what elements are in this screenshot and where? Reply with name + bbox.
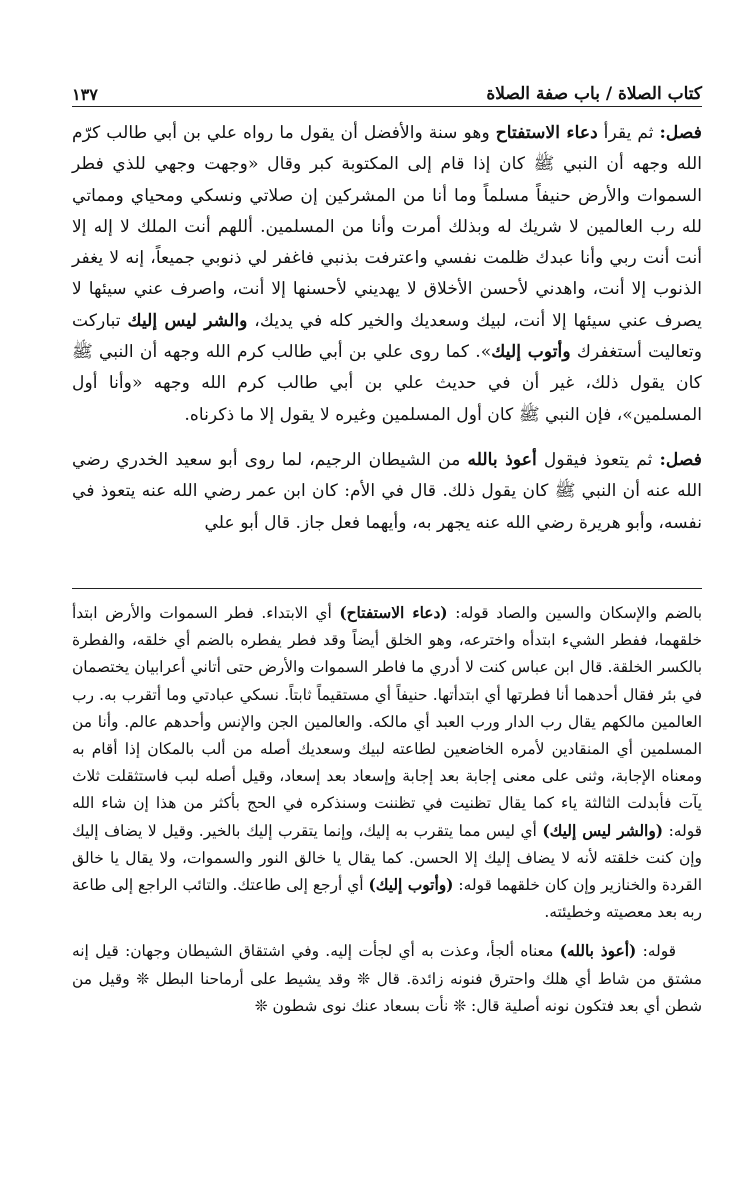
text-run: ثم يتعوذ فيقول <box>536 449 660 470</box>
text-run: ». كما روى علي بن أبي طالب كرم الله وجهه أن النبي ﷺ كان يقول ذلك، غير أن في حديث علي بن أبي طالب كرم الله وجهه «وأنا أول المسلمين»، فإن النبي ﷺ كان أول المسلمين وغيره لا يقول إلا ما ذكرناه. <box>72 342 702 425</box>
text-run: تباركت وتعاليت أستغفرك <box>72 310 702 363</box>
bold-term: وأتوب إليك <box>491 342 571 363</box>
text-run: من الشيطان الرجيم، لما روى أبو سعيد الخدري رضي الله عنه أن النبي ﷺ كان يقول ذلك. قال في الأم: كان ابن عمر رضي الله عنه يتعوذ في نفسه، وأبو هريرة رضي الله عنه يجهر به، وأيهما فعل جاز. قال أبو علي <box>72 449 702 533</box>
text-run: قوله: <box>636 942 677 961</box>
bold-term: والشر ليس إليك <box>127 310 248 331</box>
page-number: ١٣٧ <box>72 85 98 104</box>
main-paragraph-1 <box>72 118 702 431</box>
bold-term: دعاء الاستفتاح <box>495 123 598 143</box>
section-label: فصل: <box>659 123 702 143</box>
bold-term: (دعاء الاستفتاح) <box>339 604 448 622</box>
bold-term: (وأتوب إليك) <box>368 876 454 895</box>
footnotes <box>72 600 702 1032</box>
text-run: أي الابتداء. فطر السموات والأرض ابتدأ خلقهما، ففطر الشيء ابتدأه واخترعه، وهو الخلق أيضاً وقد فطر يفطره بالضم أي خلقه، والفطرة بالكسر الخلقة. قال ابن عباس كنت لا أدري ما فاطر السموات والأرض حتى أتاني أعرابيان يختصمان في بئر فقال أحدهما أنا فطرتها أي ابتدأتها. حنيفاً أي مستقيماً ثابتاً. نسكي عبادتي وما أتقرب به. رب العالمين مالكهم يقال رب الدار ورب العبد أي مالكه. والعالمين الجن والإنس وأحدهم عالم. وأنا من المسلمين أي المنقادين لأمره الخاضعين لطاعته لبيك وسعديك أصله من ألب بالمكان إذا أقام به ومعناه الإجابة، وثنى على معنى إجابة بعد إجابة وإسعاد بعد إسعاد، وقيل أصله لبب فاستثقلت ثلاث يآت فأبدلت الثالثة ياء كما يقال تظنيت في تظننت وسنذكره في الحج بأكثر من هذا إن شاء الله قوله: <box>72 604 703 840</box>
section-label: فصل: <box>659 449 702 470</box>
text-run: بالضم والإسكان والسين والصاد قوله: <box>447 604 702 622</box>
text-run: معناه ألجأ، وعذت به أي لجأت إليه. وفي اشتقاق الشيطان وجهان: قيل إنه مشتق من شاط أي هلك واحترق فنونه زائدة. قال ❊ وقد يشيط على أرماحنا البطل ❊ وقيل من شطن أي بعد فتكون نونه أصلية قال: ❊ نأت بسعاد عنك نوى شطون ❊ <box>72 942 702 1015</box>
main-paragraph-2 <box>72 445 702 539</box>
header-rule <box>72 106 702 107</box>
text-run: أي ليس مما يتقرب به إليك، وإنما يتقرب إليك بالخير. وقيل لا يضاف إليك وإن كنت خلقته لأنه لا يضاف إليك إلا الحسن. كما يقال يا خالق النور والسموات، ولا يقال يا خالق القردة والخنازير وإن كان خلقهما قوله: <box>72 821 703 895</box>
page-header <box>72 78 702 104</box>
text-run: وهو سنة والأفضل أن يقول ما رواه علي بن أبي طالب كرّم الله وجهه أن النبي ﷺ كان إذا قام إلى المكتوبة كبر وقال «وجهت وجهي للذي فطر السموات والأرض حنيفاً مسلماً وما أنا من المشركين إن صلاتي ونسكي ومحياي ومماتي لله رب العالمين لا شريك له وبذلك أمرت وأنا من المسلمين. أللهم أنت الملك لا إله إلا أنت أنت ربي وأنا عبدك ظلمت نفسي واعترفت بذنبي فاغفر لي ذنوبي جميعاً، إنه لا يغفر الذنوب إلا أنت، واهدني لأحسن الأخلاق لا يهديني لأحسنها إلا أنت، واصرف عني سيئها لا يصرف عني سيئها إلا أنت، لبيك وسعديك والخير كله في يديك، <box>72 123 703 331</box>
text-run: ثم يقرأ <box>597 123 660 143</box>
bold-term: أعوذ بالله <box>467 449 537 470</box>
footnote-paragraph-2 <box>72 938 702 1020</box>
text-run: أي أرجع إلى طاعتك. والتائب الراجع إلى طاعة ربه بعد معصيته وخطيئته. <box>72 876 702 922</box>
footnote-rule <box>72 588 702 589</box>
main-text <box>72 118 702 553</box>
bold-term: (والشر ليس إليك) <box>542 821 664 840</box>
running-title: كتاب الصلاة / باب صفة الصلاة <box>486 84 702 104</box>
footnote-paragraph-1 <box>72 600 702 926</box>
bold-term: (أعوذ بالله) <box>559 942 637 961</box>
